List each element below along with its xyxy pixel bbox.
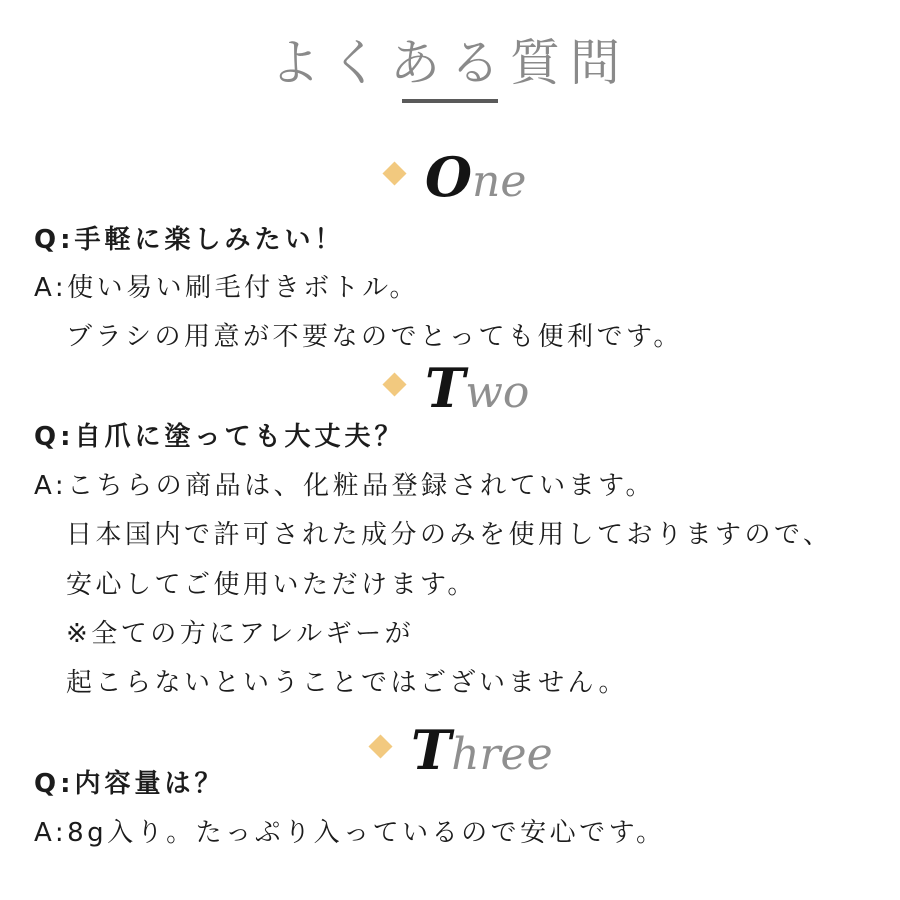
answer-1-line-1: A:使い易い刷毛付きボトル。	[34, 273, 420, 303]
heading-initial: T	[425, 356, 466, 420]
answer-2-line-3: 安心してご使用いただけます。	[66, 570, 477, 600]
heading-rest: hree	[451, 729, 553, 780]
answer-2-line-5: 起こらないということではございません。	[66, 668, 629, 698]
answer-2-line-2: 日本国内で許可された成分のみを使用しておりますので、	[66, 520, 833, 550]
diamond-icon	[368, 734, 392, 758]
answer-2-line-4: ※全ての方にアレルギーが	[66, 619, 415, 649]
answer-2-line-1: A:こちらの商品は、化粧品登録されています。	[34, 471, 656, 501]
diamond-icon	[382, 161, 406, 185]
question-3: Q:内容量は？	[34, 769, 225, 799]
faq-heading-three	[372, 720, 553, 785]
faq-heading-one	[386, 147, 526, 212]
title-underline	[402, 99, 498, 103]
page-title: よくある質問	[270, 34, 630, 92]
answer-1-line-2: ブラシの用意が不要なのでとっても便利です。	[66, 322, 683, 352]
heading-initial: O	[425, 145, 473, 209]
heading-rest: ne	[472, 156, 527, 207]
answer-3-line-1: A:8g入り。たっぷり入っているので安心です。	[34, 818, 666, 848]
question-2: Q:自爪に塗っても大丈夫？	[34, 422, 405, 452]
question-1: Q:手軽に楽しみたい！	[34, 225, 345, 255]
faq-heading-two	[386, 358, 529, 423]
diamond-icon	[382, 372, 406, 396]
heading-rest: wo	[465, 367, 530, 418]
heading-initial: T	[411, 718, 452, 782]
